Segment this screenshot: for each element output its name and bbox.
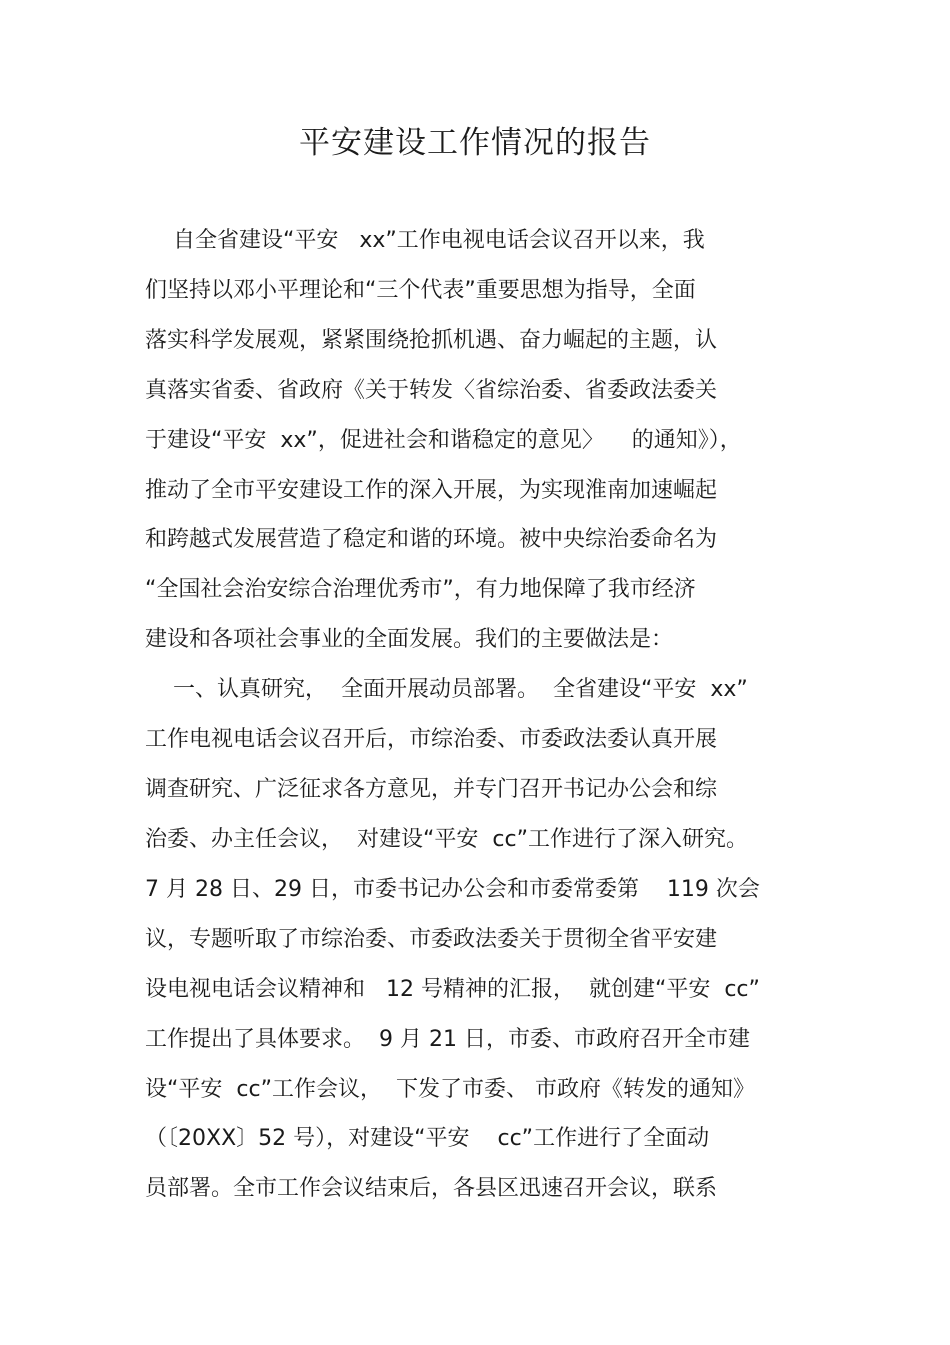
body-line: 们坚持以邓小平理论和“三个代表”重要思想为指导，全面 (145, 278, 696, 303)
body-line: 工作提出了具体要求。 9 月 21 日，市委、市政府召开全市建 (145, 1027, 750, 1052)
body-line: 设电视电话会议精神和 12 号精神的汇报， 就创建“平安 cc” (145, 977, 760, 1002)
body-line: 工作电视电话会议召开后，市综治委、市委政法委认真开展 (145, 727, 718, 752)
body-line: 建设和各项社会事业的全面发展。我们的主要做法是： (145, 627, 674, 652)
body-line: 于建设“平安 xx”，促进社会和谐稳定的意见〉 的通知》）， (145, 428, 742, 453)
body-line: 议，专题听取了市综治委、市委政法委关于贯彻全省平安建 (145, 927, 718, 952)
body-line: 落实科学发展观，紧紧围绕抢抓机遇、奋力崛起的主题，认 (145, 328, 718, 353)
body-line: 和跨越式发展营造了稳定和谐的环境。被中央综治委命名为 (145, 527, 718, 552)
body-line: 推动了全市平安建设工作的深入开展，为实现淮南加速崛起 (145, 478, 718, 503)
body-line: 设“平安 cc”工作会议， 下发了市委、 市政府《转发的通知》 (145, 1077, 755, 1102)
body-line: （〔20XX〕52 号），对建设“平安 cc”工作进行了全面动 (145, 1126, 710, 1151)
body-line: 员部署。全市工作会议结束后，各县区迅速召开会议，联系 (145, 1176, 718, 1201)
body-line: 治委、办主任会议， 对建设“平安 cc”工作进行了深入研究。 (145, 827, 748, 852)
document-title: 平安建设工作情况的报告 (299, 125, 651, 161)
body-line: 一、认真研究， 全面开展动员部署。 全省建设“平安 xx” (145, 677, 748, 702)
body-line: 真落实省委、省政府《关于转发〈省综治委、省委政法委关 (145, 378, 718, 403)
body-line: “全国社会治安综合治理优秀市”，有力地保障了我市经济 (145, 577, 696, 602)
body-line: 自全省建设“平安 xx”工作电视电话会议召开以来，我 (145, 228, 705, 253)
body-line: 7 月 28 日、29 日，市委书记办公会和市委常委第 119 次会 (145, 877, 760, 902)
body-line: 调查研究、广泛征求各方意见，并专门召开书记办公会和综 (145, 777, 718, 802)
